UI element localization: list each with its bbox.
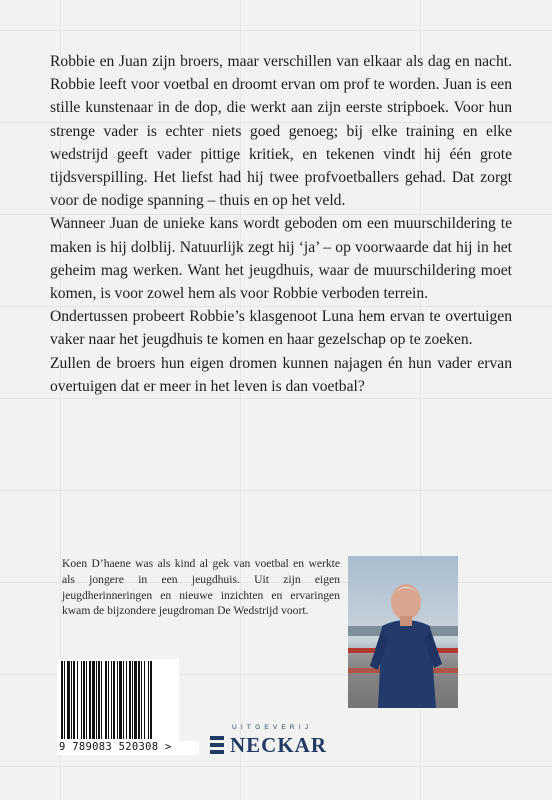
author-photo bbox=[348, 556, 458, 708]
publisher-logo bbox=[208, 724, 338, 764]
author-bio: Koen D’haene was als kind al gek van voetbal en werkte als jongere in een jeugdhuis. Uit zijn eigen jeugdherinneringen en nieuwe inzichten en ervaringen kwam de bijzondere jeugdroman De Wedstrijd voort. bbox=[62, 557, 340, 618]
isbn-digits: 9 789083 520308 > bbox=[57, 741, 199, 755]
publisher-top-text: UITGEVERIJ bbox=[232, 724, 313, 731]
blurb-paragraph-4: Zullen de broers hun eigen dromen kunnen najagen én hun vader ervan overtuigen dat er meer in het leven is dan voetbal? bbox=[50, 354, 512, 395]
publisher-name: NECKAR bbox=[230, 733, 328, 757]
blurb-paragraph-3: Ondertussen probeert Robbie’s klasgenoot Luna hem ervan te overtuigen vaker naar het jeugdhuis te komen en haar gezelschap op te zoeken. bbox=[50, 308, 512, 349]
publisher-mark-icon bbox=[208, 734, 226, 756]
back-cover-blurb bbox=[50, 50, 512, 398]
isbn-barcode bbox=[57, 659, 179, 749]
blurb-paragraph-2: Wanneer Juan de unieke kans wordt geboden om een muurschildering te maken is hij dolblij. Natuurlijk zegt hij ‘ja’ – op voorwaarde dat hij in het geheim mag werken. Want het jeugdhuis, waar de muurschildering moet komen, is voor zowel hem als voor Robbie verboden terrein. bbox=[50, 215, 512, 303]
blurb-paragraph-1: Robbie en Juan zijn broers, maar verschillen van elkaar als dag en nacht. Robbie leeft voor voetbal en droomt ervan om prof te worden. Juan is een stille kunstenaar in de dop, die werkt aan zijn eerste stripboek. Voor hun strenge vader is echter niets goed genoeg; bij elke training en elke wedstrijd geeft vader pittige kritiek, en tekenen vindt hij één grote tijdsverspilling. Het liefst had hij twee profvoetballers gehad. Dat zorgt voor de nodige spanning – thuis en op het veld. bbox=[50, 53, 512, 210]
